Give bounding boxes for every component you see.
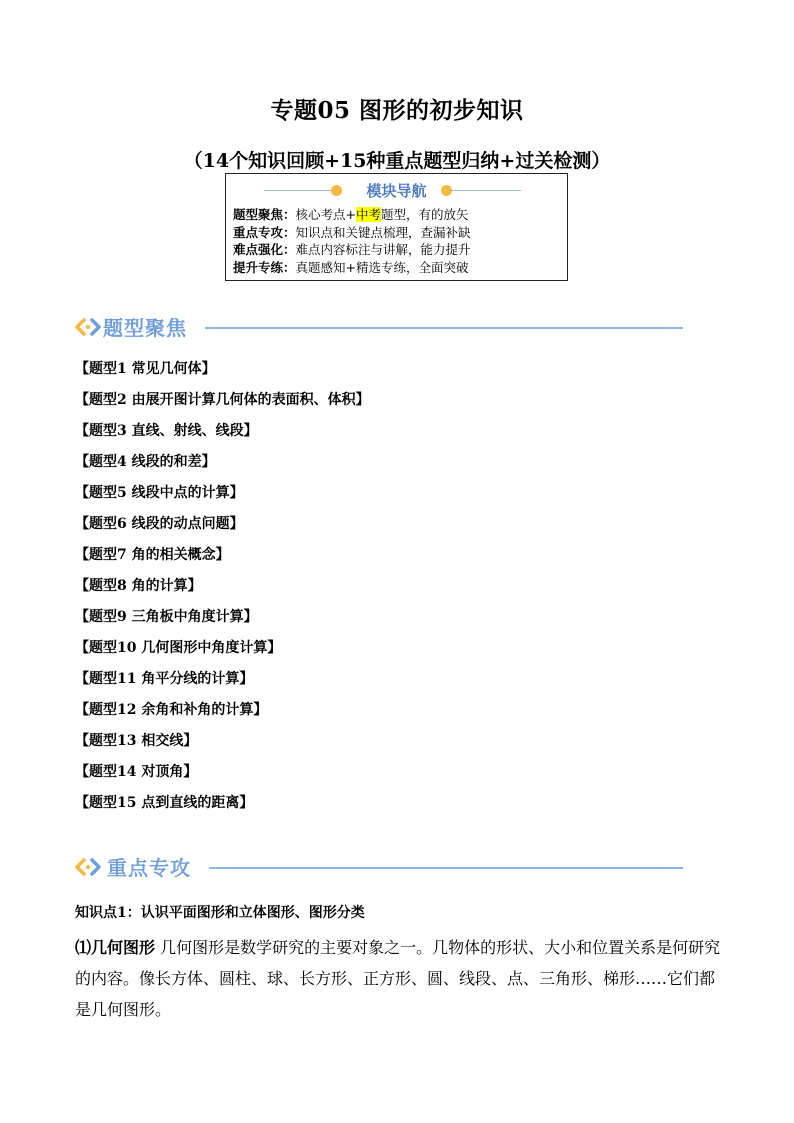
topic-item: 【题型5 线段中点的计算】 — [75, 485, 244, 501]
topic-item: 【题型10 几何图形中角度计算】 — [75, 640, 282, 656]
section-divider — [209, 867, 683, 869]
nav-row-label: 提升专练： — [233, 259, 296, 275]
section-header-topic-focus — [75, 312, 685, 342]
nav-title: 模块导航 — [366, 182, 427, 200]
section-title: 重点专攻 — [107, 856, 191, 880]
topic-item: 【题型13 相交线】 — [75, 733, 198, 749]
nav-rows — [233, 206, 471, 276]
nav-row-text-tail: 题型，有的放矢 — [381, 207, 469, 222]
nav-divider-right — [451, 190, 521, 191]
topic-item: 【题型6 线段的动点问题】 — [75, 516, 244, 532]
topic-item: 【题型8 角的计算】 — [75, 578, 202, 594]
topic-item: 【题型11 角平分线的计算】 — [75, 671, 254, 687]
nav-row-text: 核心考点+ — [295, 207, 356, 222]
module-navigation-box — [225, 173, 568, 281]
nav-row — [233, 241, 471, 259]
nav-row-label: 重点专攻： — [233, 224, 296, 240]
document-title: 专题05 图形的初步知识 — [270, 97, 524, 124]
nav-row — [233, 259, 471, 277]
topic-item: 【题型14 对顶角】 — [75, 764, 198, 780]
section-title: 题型聚焦 — [103, 316, 187, 340]
paragraph-body: 几何图形是数学研究的主要对象之一。几物体的形状、大小和位置关系是何研究的内容。像长方体、圆柱、球、长方形、正方形、圆、线段、点、三角形、梯形……它们都是几何图形。 — [75, 938, 721, 1019]
chevron-double-icon — [75, 318, 101, 336]
nav-row-highlight: 中考 — [356, 207, 382, 222]
nav-row-label: 题型聚焦： — [233, 207, 296, 222]
nav-header — [226, 180, 567, 202]
nav-row-text: 难点内容标注与讲解，能力提升 — [295, 242, 471, 257]
paragraph-lead: ⑴几何图形 — [75, 938, 156, 957]
section-divider — [205, 327, 683, 329]
topic-item: 【题型7 角的相关概念】 — [75, 547, 230, 563]
section-header-key-points — [75, 852, 685, 882]
topic-item: 【题型4 线段的和差】 — [75, 454, 216, 470]
document-subtitle: （14个知识回顾+15种重点题型归纳+过关检测） — [183, 150, 611, 172]
nav-row — [233, 206, 471, 224]
nav-row-label: 难点强化： — [233, 242, 296, 257]
topic-item: 【题型15 点到直线的距离】 — [75, 795, 254, 811]
knowledge-point-title: 知识点1：认识平面图形和立体图形、图形分类 — [75, 905, 365, 921]
chevron-double-icon — [75, 858, 101, 876]
nav-row-text: 真题感知+精选专练，全面突破 — [295, 259, 469, 275]
topic-item: 【题型12 余角和补角的计算】 — [75, 702, 268, 718]
topic-item: 【题型9 三角板中角度计算】 — [75, 609, 258, 625]
topic-item: 【题型3 直线、射线、线段】 — [75, 423, 258, 439]
topic-item: 【题型1 常见几何体】 — [75, 361, 216, 377]
knowledge-paragraph — [75, 932, 725, 1025]
nav-row — [233, 224, 471, 242]
topic-item: 【题型2 由展开图计算几何体的表面积、体积】 — [75, 392, 370, 408]
nav-row-text: 知识点和关键点梳理，查漏补缺 — [295, 224, 471, 240]
